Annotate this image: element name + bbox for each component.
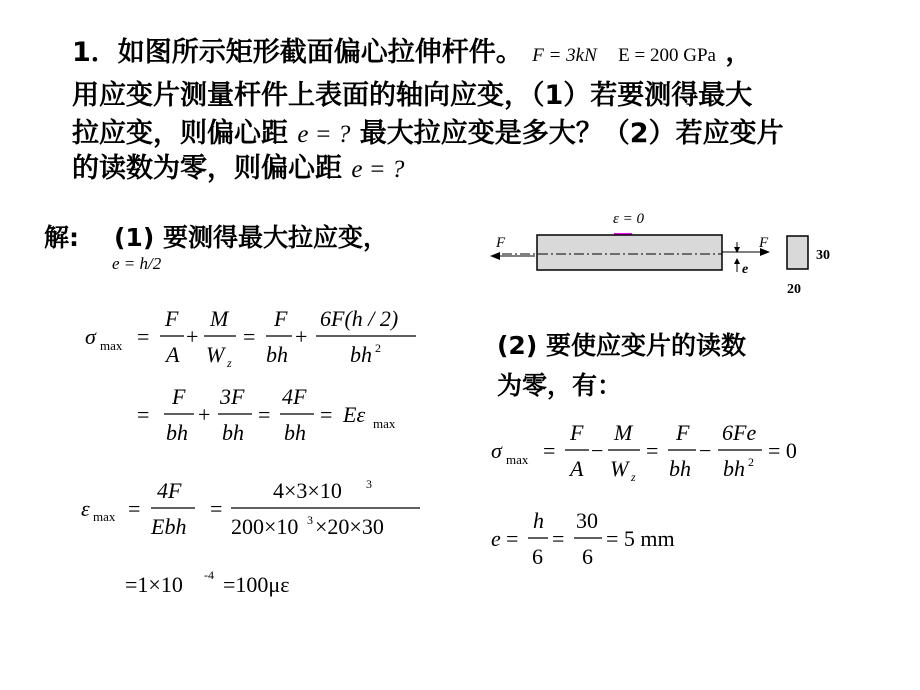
- e-value: e = h/2: [112, 254, 162, 273]
- ecc-label: e: [742, 262, 749, 277]
- equation-1: [80, 300, 440, 370]
- equation-3: [76, 470, 436, 546]
- svg-text:+: +: [198, 402, 211, 427]
- eq4-a-sup: -4: [204, 568, 214, 582]
- eccentricity-var-2: e = ?: [351, 156, 405, 183]
- eq3-t2n: 4×3×10: [273, 478, 342, 503]
- eq4-a: =1×10: [125, 572, 183, 597]
- eq2-t3n: 4F: [282, 384, 307, 409]
- solution-label: 解:: [44, 223, 79, 252]
- eq5-t1d: A: [570, 456, 584, 481]
- cross-section: [787, 236, 808, 269]
- problem-line3-b: 最大拉应变是多大？（2）若应变片: [359, 118, 784, 149]
- eq1-t4n: 6F(h / 2): [320, 306, 399, 331]
- eq3-t2d-a: 200×10: [231, 514, 299, 539]
- eq1-t1d: A: [166, 342, 180, 367]
- eq3-t2d-sup: 3: [307, 513, 313, 527]
- problem-line-4: [72, 152, 404, 187]
- svg-text:=: =: [506, 526, 519, 551]
- eq5-t3n: F: [676, 420, 690, 445]
- equation-6: [486, 504, 726, 576]
- eq5-lhs-sub: max: [506, 452, 529, 467]
- svg-text:+: +: [295, 324, 308, 349]
- eq6-lhs: e: [491, 526, 501, 551]
- svg-text:−: −: [699, 438, 712, 463]
- svg-text:=: =: [646, 438, 659, 463]
- height-dim-label: 30: [816, 248, 830, 263]
- svg-text:=: =: [552, 526, 565, 551]
- eccentric-bar-diagram: [480, 200, 840, 300]
- eq1-t1n: F: [165, 306, 179, 331]
- eq3-lhs-sub: max: [93, 509, 116, 524]
- svg-text:=: =: [210, 496, 223, 521]
- eq1-t4d: bh: [350, 342, 372, 367]
- eq1-t2n: M: [210, 306, 229, 331]
- problem-line-3: [72, 117, 784, 152]
- eq3-t1d: Ebh: [151, 514, 187, 539]
- force-left-arrow-icon: [490, 252, 500, 260]
- solution-part2-line2: 为零，有：: [497, 371, 623, 400]
- eq5-t2ds: z: [631, 470, 636, 484]
- svg-text:=: =: [258, 402, 271, 427]
- equation-5: [486, 414, 816, 486]
- eq1-t3d: bh: [266, 342, 288, 367]
- svg-text:=: =: [243, 324, 256, 349]
- given-force: F = 3kN: [532, 45, 597, 66]
- eq1-t2ds: z: [227, 356, 232, 370]
- eq3-t1n: 4F: [157, 478, 182, 503]
- eq1-t3n: F: [274, 306, 288, 331]
- eq5-t4d: bh: [723, 456, 745, 481]
- strain-label: ε = 0: [613, 211, 645, 227]
- eq6-rhs: = 5 mm: [606, 526, 675, 551]
- eq3-lhs: ε: [81, 496, 90, 521]
- eq4-b: =100με: [223, 572, 290, 597]
- ecc-arrow-up-icon: [734, 258, 740, 264]
- svg-text:=: =: [137, 324, 150, 349]
- force-left-label: F: [496, 235, 506, 251]
- svg-text:−: −: [591, 438, 604, 463]
- eq1-t4dsup: 2: [375, 341, 381, 355]
- eq5-rhs: = 0: [768, 438, 797, 463]
- eq2-t1n: F: [172, 384, 186, 409]
- given-modulus: E = 200 GPa: [618, 45, 716, 66]
- eq5-t2d: W: [610, 456, 629, 481]
- eq2-t1d: bh: [166, 420, 188, 445]
- eq2-rhs: Eε: [343, 402, 366, 427]
- eq6-t2d: 6: [582, 544, 593, 569]
- eq6-t1n: h: [533, 508, 544, 533]
- equation-2: [130, 378, 430, 448]
- eq1-t2d: W: [206, 342, 225, 367]
- eq5-t2n: M: [614, 420, 633, 445]
- force-right-label: F: [759, 235, 769, 251]
- solution-part2-line1: (2) 要使应变片的读数: [497, 331, 746, 360]
- comma: ，: [725, 37, 753, 68]
- problem-line3-a: 拉应变，则偏心距: [72, 118, 288, 149]
- eq6-t2n: 30: [576, 508, 598, 533]
- svg-text:=: =: [137, 402, 150, 427]
- svg-text:=: =: [543, 438, 556, 463]
- solution-part1: (1) 要测得最大拉应变，: [114, 223, 388, 252]
- eq1-lhs: σ: [85, 324, 96, 349]
- eq1-lhs-sub: max: [100, 338, 123, 353]
- eq6-t1d: 6: [532, 544, 543, 569]
- width-dim-label: 20: [787, 282, 801, 297]
- eq2-t2n: 3F: [220, 384, 245, 409]
- problem-line4-a: 的读数为零，则偏心距: [72, 153, 342, 184]
- eq5-t4dsup: 2: [748, 455, 754, 469]
- svg-text:=: =: [320, 402, 333, 427]
- eq5-t3d: bh: [669, 456, 691, 481]
- svg-text:=: =: [128, 496, 141, 521]
- problem-line1-text: 1．如图所示矩形截面偏心拉伸杆件。: [72, 37, 523, 68]
- eq2-t3d: bh: [284, 420, 306, 445]
- eq5-lhs: σ: [491, 438, 502, 463]
- eq2-t2d: bh: [222, 420, 244, 445]
- eccentricity-var: e = ?: [297, 121, 351, 148]
- eq5-t4n: 6Fe: [722, 420, 757, 445]
- svg-text:+: +: [186, 324, 199, 349]
- eq5-t1n: F: [570, 420, 584, 445]
- problem-line-1: [72, 36, 752, 73]
- bar-side-view: [537, 235, 722, 270]
- equation-4: [120, 566, 340, 602]
- eq3-t2nsup: 3: [366, 477, 372, 491]
- eq2-rhs-sub: max: [373, 416, 396, 431]
- problem-line-2: 用应变片测量杆件上表面的轴向应变，（1）若要测得最大: [72, 80, 753, 111]
- eq3-t2d-b: ×20×30: [315, 514, 384, 539]
